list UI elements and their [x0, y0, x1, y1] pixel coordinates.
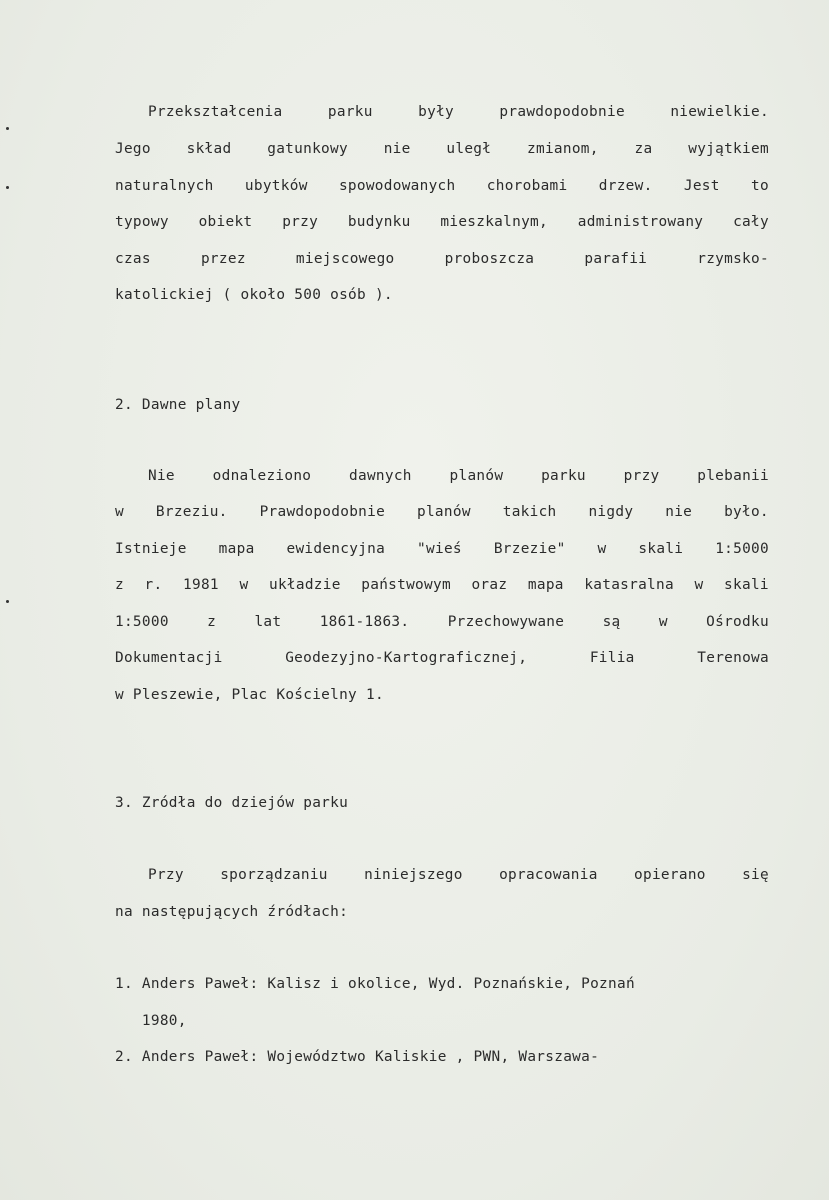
word: rzymsko-: [697, 251, 769, 267]
word: 1981: [183, 577, 219, 593]
text-line: [115, 250, 769, 268]
text-line: [115, 613, 769, 631]
source-list-item: 1. Anders Paweł: Kalisz i okolice, Wyd. Poznańskie, Poznań: [115, 976, 635, 992]
scan-dot: [6, 600, 9, 603]
word: 1861-1863.: [319, 614, 410, 630]
word: są: [602, 614, 621, 630]
word: prawdopodobnie: [499, 104, 625, 120]
scan-dot: [6, 127, 9, 130]
word: Istnieje: [115, 541, 187, 557]
word: r.: [144, 577, 163, 593]
text-line: [115, 649, 769, 667]
word: typowy: [115, 214, 169, 230]
word: opierano: [634, 867, 706, 883]
source-list-item: 1980,: [115, 1013, 187, 1029]
word: Brzezie": [493, 541, 566, 557]
word: w: [694, 577, 704, 593]
word: Nie: [148, 468, 175, 484]
text-line: [148, 866, 769, 884]
text-line: w Pleszewie, Plac Kościelny 1.: [115, 687, 384, 703]
text-line: [115, 213, 769, 231]
word: budynku: [347, 214, 411, 230]
word: w: [658, 614, 668, 630]
text-line: [115, 540, 769, 558]
word: Przy: [148, 867, 184, 883]
word: wyjątkiem: [688, 141, 769, 157]
word: było.: [724, 504, 769, 520]
word: miejscowego: [295, 251, 395, 267]
word: przez: [200, 251, 246, 267]
word: Przechowywane: [447, 614, 565, 630]
word: nie: [383, 141, 411, 157]
word: Filia: [589, 650, 635, 666]
word: naturalnych: [115, 178, 214, 194]
word: opracowania: [499, 867, 598, 883]
word: mieszkalnym,: [440, 214, 548, 230]
word: gatunkowy: [267, 141, 348, 157]
word: katasralna: [584, 577, 674, 593]
text-line: [115, 576, 769, 594]
word: niewielkie.: [670, 104, 769, 120]
word: z: [207, 614, 217, 630]
word: się: [742, 867, 769, 883]
word: były: [418, 104, 454, 120]
word: planów: [417, 504, 471, 520]
word: państwowym: [361, 577, 451, 593]
word: proboszcza: [444, 251, 535, 267]
word: 1:5000: [715, 541, 769, 557]
text-line: [115, 177, 769, 195]
word: Terenowa: [697, 650, 769, 666]
scan-dot: [6, 186, 9, 189]
word: z: [115, 577, 124, 593]
text-line: [115, 503, 769, 521]
source-list-item: 2. Anders Paweł: Województwo Kaliskie , PWN, Warszawa-: [115, 1049, 600, 1065]
word: ewidencyjna: [286, 541, 386, 557]
word: w: [115, 504, 124, 520]
word: 1:5000: [115, 614, 169, 630]
text-line: na następujących źródłach:: [115, 904, 349, 920]
word: sporządzaniu: [220, 867, 328, 883]
text-line: [148, 467, 769, 485]
section-heading-sources: 3. Zródła do dziejów parku: [115, 795, 349, 811]
word: uległ: [446, 141, 492, 157]
word: Geodezyjno-Kartograficznej,: [285, 650, 528, 666]
word: układzie: [268, 577, 341, 593]
word: ubytków: [244, 178, 308, 194]
word: lat: [254, 614, 282, 630]
word: niniejszego: [364, 867, 463, 883]
word: Jego: [115, 141, 151, 157]
word: oraz: [471, 577, 508, 593]
word: to: [751, 178, 769, 194]
word: przy: [282, 214, 319, 230]
word: obiekt: [198, 214, 253, 230]
section-heading-old-plans: 2. Dawne plany: [115, 397, 241, 413]
word: mapa: [218, 541, 255, 557]
word: zmianom,: [527, 141, 599, 157]
word: planów: [449, 468, 504, 484]
word: nigdy: [588, 504, 634, 520]
word: Prawdopodobnie: [259, 504, 386, 520]
word: plebanii: [697, 468, 769, 484]
word: "wieś: [417, 541, 462, 557]
word: administrowany: [577, 214, 704, 230]
word: skali: [638, 541, 684, 557]
word: Brzeziu.: [155, 504, 228, 520]
word: dawnych: [349, 468, 412, 484]
text-line: katolickiej ( około 500 osób ).: [115, 287, 393, 303]
word: przy: [623, 468, 660, 484]
word: Przekształcenia: [148, 104, 283, 120]
word: parku: [541, 468, 586, 484]
word: skali: [724, 577, 769, 593]
word: mapa: [527, 577, 564, 593]
word: skład: [186, 141, 232, 157]
word: chorobami: [486, 178, 568, 194]
word: parafii: [584, 251, 648, 267]
word: czas: [115, 251, 151, 267]
word: w: [597, 541, 607, 557]
word: spowodowanych: [338, 178, 456, 194]
word: Jest: [683, 178, 720, 194]
word: w: [239, 577, 249, 593]
word: za: [634, 141, 653, 157]
word: cały: [733, 214, 769, 230]
word: Dokumentacji: [115, 650, 223, 666]
word: parku: [327, 104, 373, 120]
word: Ośrodku: [706, 614, 769, 630]
word: takich: [502, 504, 557, 520]
word: odnaleziono: [212, 468, 312, 484]
word: drzew.: [598, 178, 653, 194]
word: nie: [665, 504, 693, 520]
text-line: [115, 140, 769, 158]
text-line: [148, 103, 769, 121]
